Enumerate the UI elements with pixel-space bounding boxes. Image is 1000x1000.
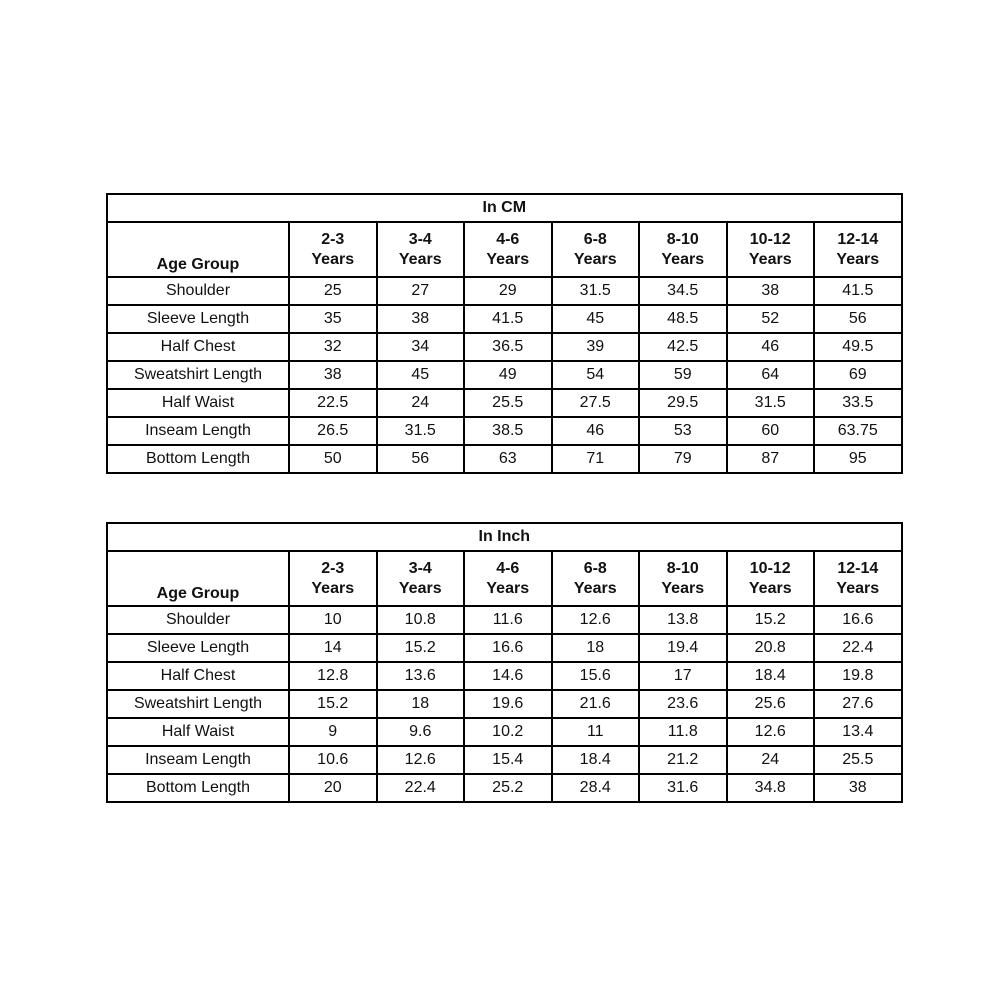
age-unit: Years <box>836 579 880 597</box>
table-cell: 24 <box>727 746 815 774</box>
table-cell: 18.4 <box>552 746 640 774</box>
table-cell: 36.5 <box>464 333 552 361</box>
table-cell: 22.4 <box>377 774 465 802</box>
table-cell: 13.6 <box>377 662 465 690</box>
age-range: 2-3 <box>321 559 345 577</box>
table-cell: 25.6 <box>727 690 815 718</box>
table-cell: 27 <box>377 277 465 305</box>
table-cell: 19.6 <box>464 690 552 718</box>
column-header <box>377 222 465 277</box>
table-row <box>107 606 902 634</box>
table-cell: 50 <box>289 445 377 473</box>
table-cell: 12.8 <box>289 662 377 690</box>
table-cell: 29 <box>464 277 552 305</box>
table-cell: 46 <box>727 333 815 361</box>
table-cell: 23.6 <box>639 690 727 718</box>
age-unit: Years <box>748 250 792 268</box>
table-cell: 22.5 <box>289 389 377 417</box>
column-header <box>289 551 377 606</box>
age-range: 6-8 <box>583 559 607 577</box>
table-row <box>107 333 902 361</box>
table-cell: 10.2 <box>464 718 552 746</box>
row-label: Half Waist <box>107 389 289 417</box>
age-range: 12-14 <box>837 559 879 577</box>
table-cell: 41.5 <box>814 277 902 305</box>
age-group-header: Age Group <box>107 551 289 606</box>
table-cell: 31.6 <box>639 774 727 802</box>
age-unit: Years <box>836 250 880 268</box>
table-cell: 25.5 <box>814 746 902 774</box>
column-header <box>814 222 902 277</box>
age-range: 3-4 <box>408 230 432 248</box>
row-label: Sweatshirt Length <box>107 361 289 389</box>
table-cell: 15.4 <box>464 746 552 774</box>
table-row <box>107 445 902 473</box>
table-cell: 9 <box>289 718 377 746</box>
table-cell: 34.8 <box>727 774 815 802</box>
table-cell: 34 <box>377 333 465 361</box>
table-cell: 26.5 <box>289 417 377 445</box>
column-header <box>377 551 465 606</box>
age-unit: Years <box>486 579 530 597</box>
table-cell: 22.4 <box>814 634 902 662</box>
table-cell: 21.6 <box>552 690 640 718</box>
table-cell: 49 <box>464 361 552 389</box>
age-range: 8-10 <box>666 230 699 248</box>
table-cell: 45 <box>552 305 640 333</box>
age-group-header: Age Group <box>107 222 289 277</box>
table-row <box>107 662 902 690</box>
age-unit: Years <box>398 579 442 597</box>
table-cell: 42.5 <box>639 333 727 361</box>
table-title-row <box>107 194 902 222</box>
table-cell: 39 <box>552 333 640 361</box>
table-cell: 10.8 <box>377 606 465 634</box>
table-cell: 9.6 <box>377 718 465 746</box>
table-cell: 38 <box>377 305 465 333</box>
table-title: In Inch <box>107 523 902 551</box>
row-label: Shoulder <box>107 277 289 305</box>
row-label: Shoulder <box>107 606 289 634</box>
age-range: 3-4 <box>408 559 432 577</box>
table-cell: 25.5 <box>464 389 552 417</box>
table-cell: 79 <box>639 445 727 473</box>
table-row <box>107 718 902 746</box>
row-label: Sweatshirt Length <box>107 690 289 718</box>
table-cell: 87 <box>727 445 815 473</box>
table-cell: 52 <box>727 305 815 333</box>
column-header <box>464 222 552 277</box>
row-label: Inseam Length <box>107 746 289 774</box>
age-range: 10-12 <box>749 230 791 248</box>
table-cell: 41.5 <box>464 305 552 333</box>
table-title-row <box>107 523 902 551</box>
table-row <box>107 634 902 662</box>
table-cell: 29.5 <box>639 389 727 417</box>
table-cell: 14.6 <box>464 662 552 690</box>
age-unit: Years <box>398 250 442 268</box>
table-cell: 15.2 <box>377 634 465 662</box>
table-row <box>107 774 902 802</box>
table-cell: 31.5 <box>552 277 640 305</box>
age-unit: Years <box>486 250 530 268</box>
table-cell: 38 <box>727 277 815 305</box>
table-row <box>107 305 902 333</box>
table-cell: 69 <box>814 361 902 389</box>
column-header <box>727 551 815 606</box>
table-cell: 45 <box>377 361 465 389</box>
table-cell: 63.75 <box>814 417 902 445</box>
column-header <box>639 222 727 277</box>
age-range: 12-14 <box>837 230 879 248</box>
age-unit: Years <box>311 579 355 597</box>
age-range: 8-10 <box>666 559 699 577</box>
table-header-row <box>107 222 902 277</box>
table-cell: 48.5 <box>639 305 727 333</box>
age-unit: Years <box>573 579 617 597</box>
table-cell: 56 <box>814 305 902 333</box>
row-label: Half Chest <box>107 333 289 361</box>
table-cell: 11.6 <box>464 606 552 634</box>
age-range: 10-12 <box>749 559 791 577</box>
table-cell: 15.2 <box>289 690 377 718</box>
table-cell: 27.5 <box>552 389 640 417</box>
table-cell: 16.6 <box>814 606 902 634</box>
table-cell: 71 <box>552 445 640 473</box>
table-cell: 60 <box>727 417 815 445</box>
row-label: Inseam Length <box>107 417 289 445</box>
table-cell: 27.6 <box>814 690 902 718</box>
row-label: Bottom Length <box>107 445 289 473</box>
table-row <box>107 389 902 417</box>
table-cell: 13.4 <box>814 718 902 746</box>
column-header <box>552 222 640 277</box>
table-cell: 11 <box>552 718 640 746</box>
age-range: 4-6 <box>496 559 520 577</box>
row-label: Bottom Length <box>107 774 289 802</box>
table-cell: 38 <box>814 774 902 802</box>
table-cell: 38.5 <box>464 417 552 445</box>
table-cell: 14 <box>289 634 377 662</box>
age-unit: Years <box>311 250 355 268</box>
table-cell: 28.4 <box>552 774 640 802</box>
table-cell: 46 <box>552 417 640 445</box>
table-cell: 33.5 <box>814 389 902 417</box>
table-row <box>107 746 902 774</box>
table-cell: 31.5 <box>727 389 815 417</box>
table-cell: 10.6 <box>289 746 377 774</box>
table-cell: 10 <box>289 606 377 634</box>
row-label: Half Chest <box>107 662 289 690</box>
table-cell: 59 <box>639 361 727 389</box>
table-cell: 12.6 <box>377 746 465 774</box>
column-header <box>727 222 815 277</box>
table-cell: 12.6 <box>727 718 815 746</box>
table-cell: 31.5 <box>377 417 465 445</box>
table-cell: 25.2 <box>464 774 552 802</box>
table-cell: 11.8 <box>639 718 727 746</box>
table-cell: 21.2 <box>639 746 727 774</box>
table-cell: 54 <box>552 361 640 389</box>
column-header <box>289 222 377 277</box>
table-cell: 12.6 <box>552 606 640 634</box>
column-header <box>814 551 902 606</box>
table-cell: 53 <box>639 417 727 445</box>
column-header <box>639 551 727 606</box>
table-cell: 19.8 <box>814 662 902 690</box>
size-chart-inch-table <box>106 522 903 803</box>
table-cell: 19.4 <box>639 634 727 662</box>
table-cell: 63 <box>464 445 552 473</box>
table-cell: 35 <box>289 305 377 333</box>
age-range: 2-3 <box>321 230 345 248</box>
column-header <box>464 551 552 606</box>
age-unit: Years <box>573 250 617 268</box>
age-unit: Years <box>661 250 705 268</box>
table-cell: 49.5 <box>814 333 902 361</box>
age-unit: Years <box>748 579 792 597</box>
row-label: Sleeve Length <box>107 634 289 662</box>
table-cell: 13.8 <box>639 606 727 634</box>
table-cell: 18 <box>377 690 465 718</box>
table-cell: 38 <box>289 361 377 389</box>
age-range: 4-6 <box>496 230 520 248</box>
table-cell: 34.5 <box>639 277 727 305</box>
size-chart-cm-table <box>106 193 903 474</box>
table-row <box>107 277 902 305</box>
table-row <box>107 417 902 445</box>
table-cell: 95 <box>814 445 902 473</box>
age-unit: Years <box>661 579 705 597</box>
row-label: Sleeve Length <box>107 305 289 333</box>
table-cell: 15.6 <box>552 662 640 690</box>
table-cell: 17 <box>639 662 727 690</box>
table-header-row <box>107 551 902 606</box>
table-cell: 16.6 <box>464 634 552 662</box>
table-cell: 18 <box>552 634 640 662</box>
table-row <box>107 690 902 718</box>
table-cell: 15.2 <box>727 606 815 634</box>
table-cell: 56 <box>377 445 465 473</box>
column-header <box>552 551 640 606</box>
table-cell: 18.4 <box>727 662 815 690</box>
row-label: Half Waist <box>107 718 289 746</box>
table-title: In CM <box>107 194 902 222</box>
table-cell: 25 <box>289 277 377 305</box>
table-cell: 20.8 <box>727 634 815 662</box>
table-cell: 64 <box>727 361 815 389</box>
age-range: 6-8 <box>583 230 607 248</box>
table-cell: 24 <box>377 389 465 417</box>
table-row <box>107 361 902 389</box>
table-cell: 32 <box>289 333 377 361</box>
table-cell: 20 <box>289 774 377 802</box>
